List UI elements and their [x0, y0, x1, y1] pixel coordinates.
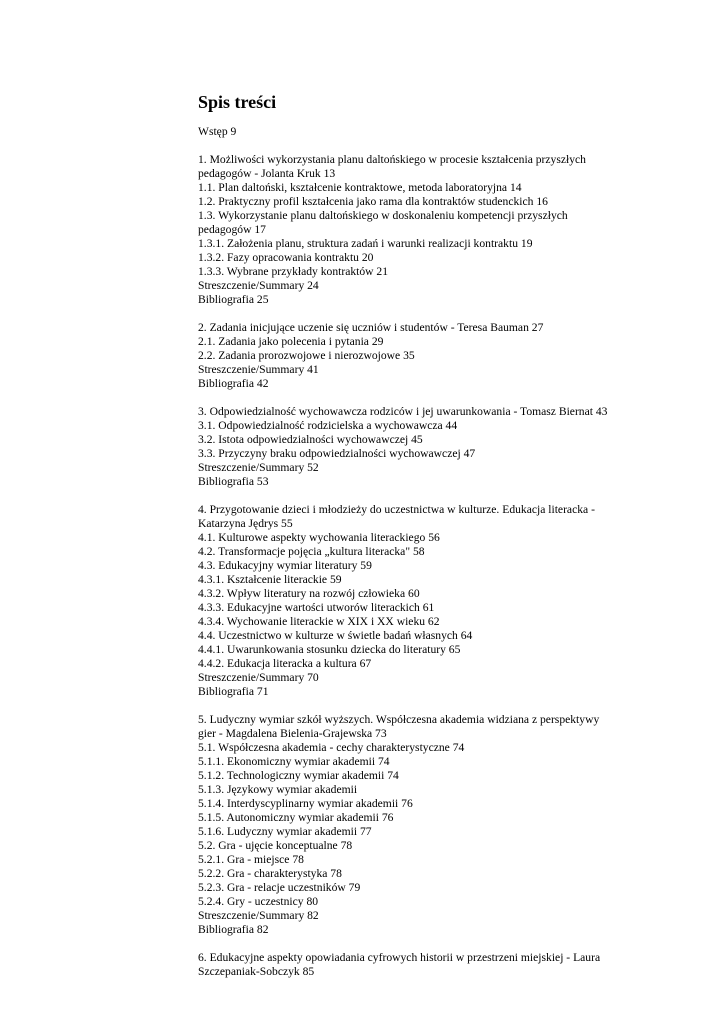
toc-entry: 5.1.3. Językowy wymiar akademii [198, 783, 358, 796]
toc-entry: 5.2.4. Gry - uczestnicy 80 [198, 895, 319, 908]
toc-entry: Bibliografia 71 [198, 685, 269, 698]
toc-entry: 1.3. Wykorzystanie planu daltońskiego w doskonaleniu kompetencji przyszłych [198, 209, 568, 222]
blank-line [198, 391, 698, 405]
toc-list [198, 125, 698, 979]
toc-entry: Katarzyna Jędrys 55 [198, 517, 293, 530]
toc-entry: 3.2. Istota odpowiedzialności wychowawczej 45 [198, 433, 423, 446]
toc-entry: 5.1.1. Ekonomiczny wymiar akademii 74 [198, 755, 390, 768]
toc-entry: Bibliografia 25 [198, 293, 269, 306]
toc-entry: 3. Odpowiedzialność wychowawcza rodziców i jej uwarunkowania - Tomasz Biernat 43 [198, 405, 608, 418]
toc-entry: Streszczenie/Summary 70 [198, 671, 319, 684]
toc-entry: 4.3.2. Wpływ literatury na rozwój człowieka 60 [198, 587, 420, 600]
toc-entry: 5. Ludyczny wymiar szkół wyższych. Współczesna akademia widziana z perspektywy [198, 713, 600, 726]
toc-entry: Wstęp 9 [198, 125, 237, 138]
toc-entry: 5.2. Gra - ujęcie konceptualne 78 [198, 839, 353, 852]
toc-entry: Bibliografia 42 [198, 377, 269, 390]
toc-entry: 1.3.2. Fazy opracowania kontraktu 20 [198, 251, 374, 264]
toc-entry: 5.1.2. Technologiczny wymiar akademii 74 [198, 769, 399, 782]
toc-entry: 4.1. Kulturowe aspekty wychowania literackiego 56 [198, 531, 440, 544]
toc-entry: 4.2. Transformacje pojęcia „kultura literacka" 58 [198, 545, 425, 558]
toc-entry: 1.1. Plan daltoński, kształcenie kontraktowe, metoda laboratoryjna 14 [198, 181, 522, 194]
toc-entry: 5.2.3. Gra - relacje uczestników 79 [198, 881, 361, 894]
toc-entry: pedagogów 17 [198, 223, 266, 236]
toc-entry: 5.1.5. Autonomiczny wymiar akademii 76 [198, 811, 394, 824]
toc-entry: 2. Zadania inicjujące uczenie się uczniów i studentów - Teresa Bauman 27 [198, 321, 544, 334]
toc-entry: 1.3.3. Wybrane przykłady kontraktów 21 [198, 265, 389, 278]
toc-entry: 4.3. Edukacyjny wymiar literatury 59 [198, 559, 372, 572]
toc-entry: 2.2. Zadania prorozwojowe i nierozwojowe 35 [198, 349, 415, 362]
blank-line [198, 699, 698, 713]
toc-entry: 4.4.2. Edukacja literacka a kultura 67 [198, 657, 372, 670]
toc-entry: Streszczenie/Summary 52 [198, 461, 319, 474]
toc-entry: 3.1. Odpowiedzialność rodzicielska a wychowawcza 44 [198, 419, 458, 432]
toc-entry: Streszczenie/Summary 24 [198, 279, 319, 292]
toc-entry: 4. Przygotowanie dzieci i młodzieży do uczestnictwa w kulturze. Edukacja literacka - [198, 503, 595, 516]
toc-entry: Bibliografia 53 [198, 475, 269, 488]
blank-line [198, 139, 698, 153]
page-title: Spis treści [198, 92, 277, 112]
toc-entry: 5.2.1. Gra - miejsce 78 [198, 853, 304, 866]
toc-entry: Bibliografia 82 [198, 923, 269, 936]
toc-entry: Streszczenie/Summary 41 [198, 363, 319, 376]
toc-entry: 1. Możliwości wykorzystania planu daltońskiego w procesie kształcenia przyszłych [198, 153, 586, 166]
toc-entry: 5.1.4. Interdyscyplinarny wymiar akademii 76 [198, 797, 413, 810]
toc-entry: 4.3.4. Wychowanie literackie w XIX i XX wieku 62 [198, 615, 440, 628]
toc-entry: Streszczenie/Summary 82 [198, 909, 319, 922]
blank-line [198, 489, 698, 503]
toc-entry: 4.4.1. Uwarunkowania stosunku dziecka do literatury 65 [198, 643, 461, 656]
toc-entry: 5.1.6. Ludyczny wymiar akademii 77 [198, 825, 372, 838]
toc-entry: pedagogów - Jolanta Kruk 13 [198, 167, 336, 180]
toc-entry: 4.4. Uczestnictwo w kulturze w świetle badań własnych 64 [198, 629, 473, 642]
toc-entry: 4.3.3. Edukacyjne wartości utworów literackich 61 [198, 601, 435, 614]
toc-entry: 6. Edukacyjne aspekty opowiadania cyfrowych historii w przestrzeni miejskiej - Laura [198, 951, 601, 964]
table-of-contents [198, 92, 698, 979]
blank-line [198, 307, 698, 321]
toc-entry: 4.3.1. Kształcenie literackie 59 [198, 573, 342, 586]
toc-entry: 5.2.2. Gra - charakterystyka 78 [198, 867, 342, 880]
toc-entry: gier - Magdalena Bielenia-Grajewska 73 [198, 727, 387, 740]
toc-entry: 1.2. Praktyczny profil kształcenia jako rama dla kontraktów studenckich 16 [198, 195, 548, 208]
toc-entry: 2.1. Zadania jako polecenia i pytania 29 [198, 335, 384, 348]
toc-entry: 1.3.1. Założenia planu, struktura zadań i warunki realizacji kontraktu 19 [198, 237, 533, 250]
toc-entry: 5.1. Współczesna akademia - cechy charakterystyczne 74 [198, 741, 465, 754]
toc-entry: 3.3. Przyczyny braku odpowiedzialności wychowawczej 47 [198, 447, 476, 460]
toc-entry: Szczepaniak-Sobczyk 85 [198, 965, 315, 978]
blank-line [198, 937, 698, 951]
